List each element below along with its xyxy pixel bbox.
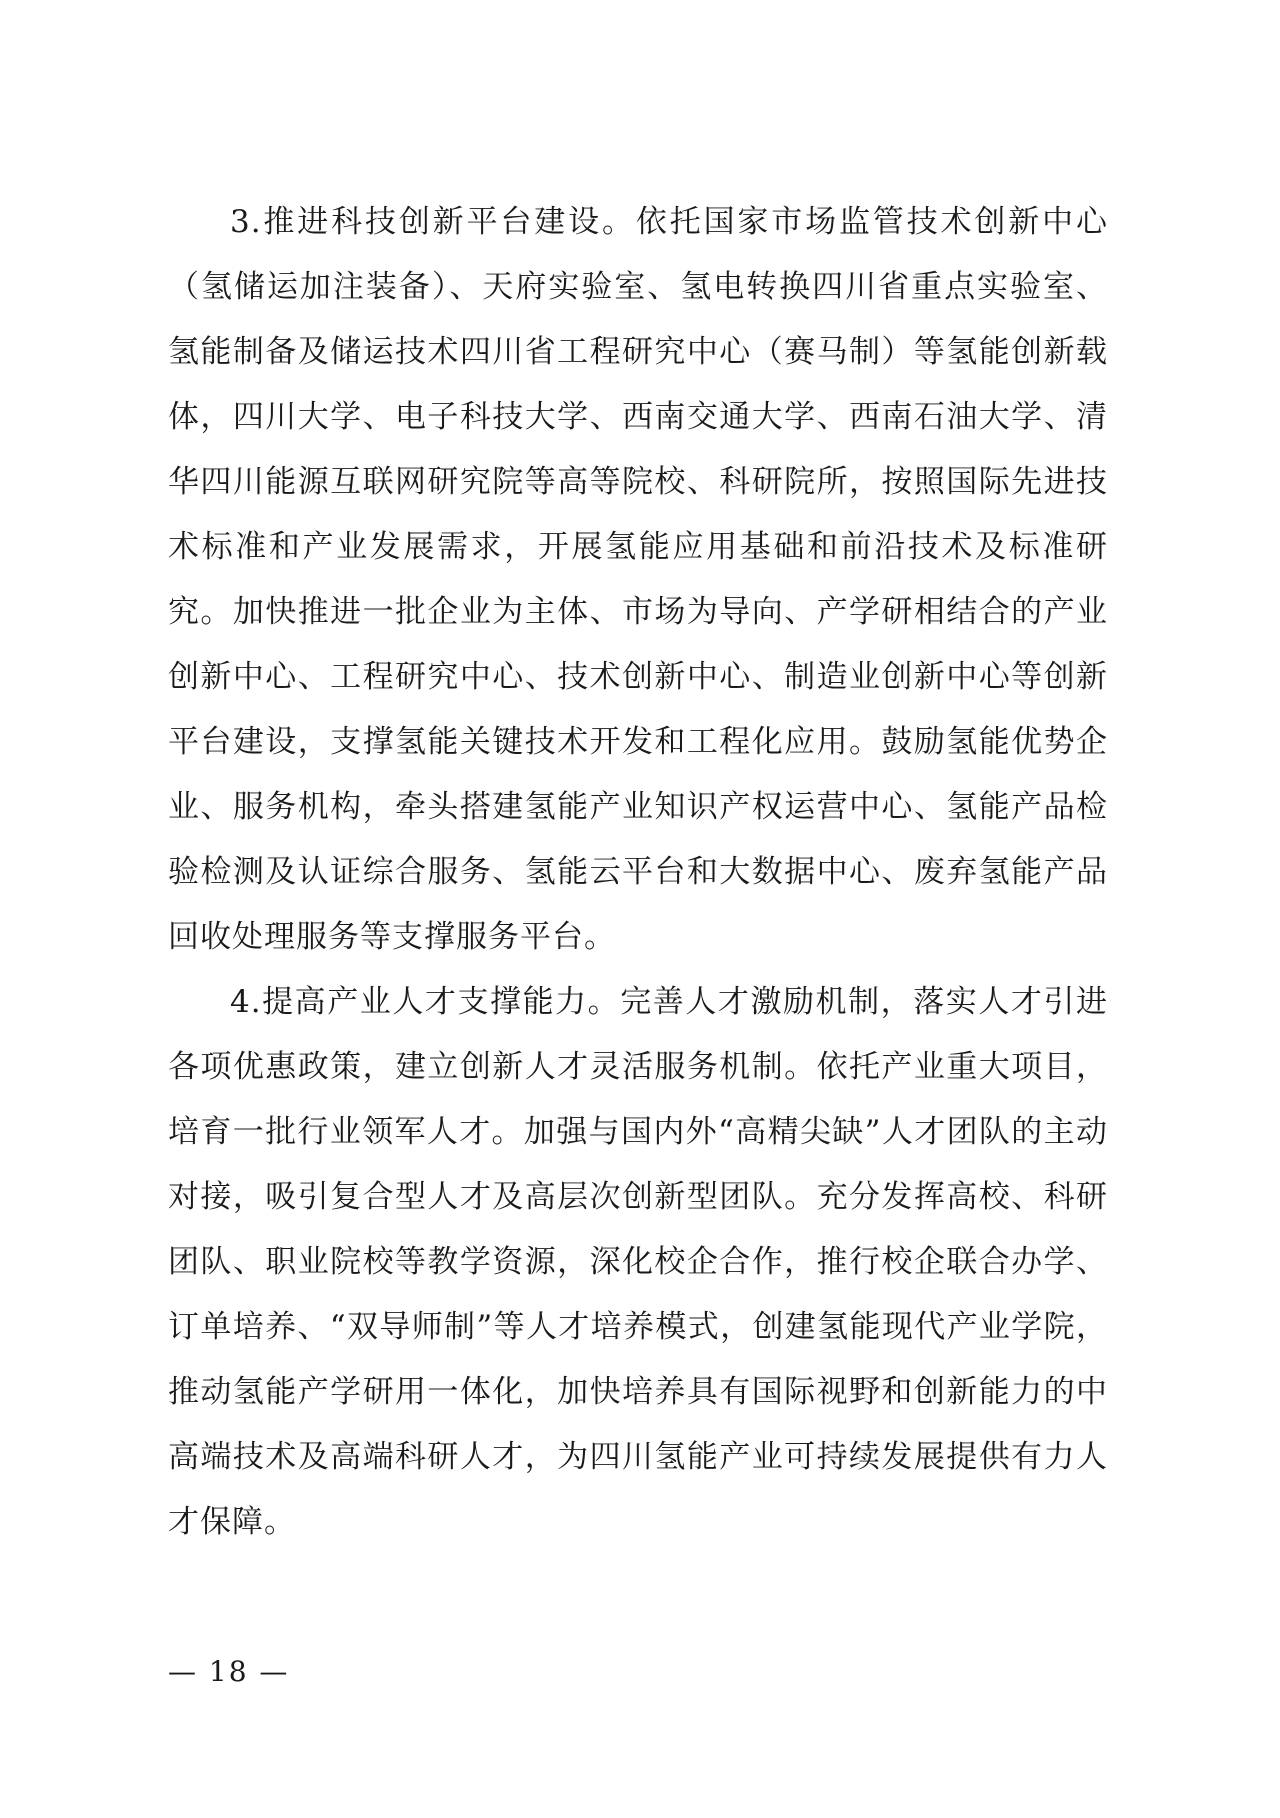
paragraph-talent-support: 4.提高产业人才支撑能力。完善人才激励机制，落实人才引进各项优惠政策，建立创新人才灵活服务机制。依托产业重大项目，培育一批行业领军人才。加强与国内外“高精尖缺”人才团队的主动对接，吸引复合型人才及高层次创新型团队。充分发挥高校、科研团队、职业院校等教学资源，深化校企合作，推行校企联合办学、订单培养、“双导师制”等人才培养模式，创建氢能现代产业学院，推动氢能产学研用一体化，加快培养具有国际视野和创新能力的中高端技术及高端科研人才，为四川氢能产业可持续发展提供有力人才保障。 (168, 984, 1108, 1540)
document-body (168, 190, 1108, 1555)
page-number: — 18 — (168, 1655, 290, 1688)
paragraph-tech-innovation-platform: 3.推进科技创新平台建设。依托国家市场监管技术创新中心（氢储运加注装备）、天府实验室、氢电转换四川省重点实验室、氢能制备及储运技术四川省工程研究中心（赛马制）等氢能创新载体，四川大学、电子科技大学、西南交通大学、西南石油大学、清华四川能源互联网研究院等高等院校、科研院所，按照国际先进技术标准和产业发展需求，开展氢能应用基础和前沿技术及标准研究。加快推进一批企业为主体、市场为导向、产学研相结合的产业创新中心、工程研究中心、技术创新中心、制造业创新中心等创新平台建设，支撑氢能关键技术开发和工程化应用。鼓励氢能优势企业、服务机构，牵头搭建氢能产业知识产权运营中心、氢能产品检验检测及认证综合服务、氢能云平台和大数据中心、废弃氢能产品回收处理服务等支撑服务平台。 (168, 204, 1108, 955)
